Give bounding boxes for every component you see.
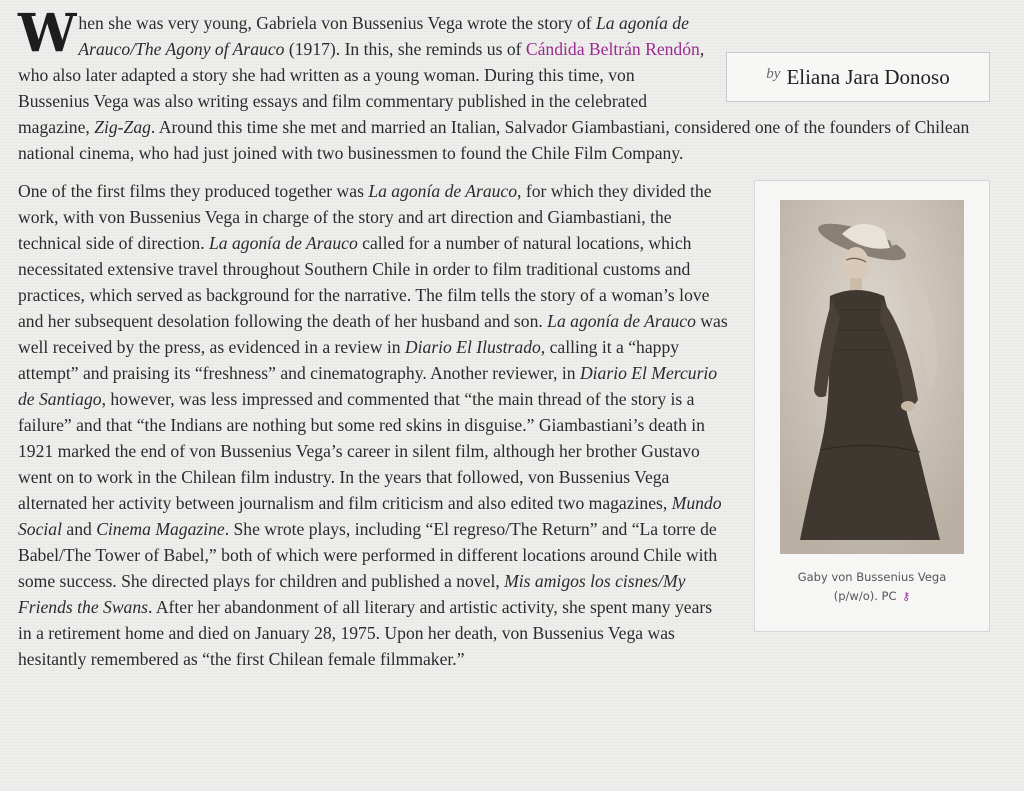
author-name: Eliana Jara Donoso xyxy=(786,65,950,89)
text-run: hen she was very young, Gabriela von Bussenius Vega wrote the story of xyxy=(78,13,597,33)
paragraph-1 xyxy=(18,3,996,166)
key-icon[interactable]: ⚷ xyxy=(902,590,911,603)
caption-line-2: (p/w/o). PC xyxy=(833,589,897,603)
film-title: La agonía de Arauco xyxy=(547,311,696,331)
text-run: called for a number of natural locations, which necessitated extensive travel throughout Southern Chile in order to film traditional customs and practices, which served as background for the narrative. The film tells the story of a woman’s love and her subsequent desolation following the death of her husband and son. xyxy=(18,233,710,331)
magazine-title: Mundo Social xyxy=(18,493,722,539)
text-run: and xyxy=(61,519,97,539)
portrait-photo[interactable] xyxy=(780,200,964,554)
text-run: . Around this time she met and married an Italian, Salvador Giambastiani, considered one of the founders of Chilean national cinema, who had just joined with two businessmen to found the Chile Film Company. xyxy=(18,117,970,163)
byline-box xyxy=(726,52,990,102)
newspaper-title: Diario El Ilustrado xyxy=(404,337,541,357)
text-run: . After her abandonment of all literary and artistic activity, she spent many years in a retirement home and died on January 28, 1975. Upon her death, von Bussenius Vega was hesitantly remembered as “the first Chilean female filmmaker.” xyxy=(18,597,713,669)
caption-line-1: Gaby von Bussenius Vega xyxy=(797,570,947,584)
candida-beltran-rendon-link[interactable]: Cándida Beltrán Rendón xyxy=(525,39,700,59)
film-title: La agonía de Arauco/The Agony of Arauco xyxy=(78,13,689,59)
article-body xyxy=(18,3,996,672)
text-run: . She wrote plays, including “El regreso/The Return” and “La torre de Babel/The Tower of Babel,” both of which were performed in different locations around Chile with some success. She directed plays for children and published a novel, xyxy=(18,519,718,591)
text-run: One of the first films they produced together was xyxy=(18,181,369,201)
text-run: was well received by the press, as evidenced in a review in xyxy=(18,311,728,357)
magazine-title: Zig-Zag xyxy=(94,117,151,137)
photo-caption xyxy=(763,568,981,606)
text-run: , who also later adapted a story she had written as a young woman. During this time, von Bussenius Vega was also writing essays and film commentary published in the celebrated magazine, xyxy=(18,39,705,137)
photo-figure xyxy=(754,180,990,632)
portrait-illustration xyxy=(780,200,964,554)
text-run: , however, was less impressed and commented that “the main thread of the story is a failure” and that “the Indians are nothing but some red skins in disguise.” Giambastiani’s death in 1921 marked the end of von Bussenius Vega’s career in silent film, although her brother Gustavo went on to work in the Chilean film industry. In the years that followed, von Bussenius Vega alternated her activity between journalism and film criticism and also edited two magazines, xyxy=(18,389,705,513)
newspaper-title: Diario El Mercurio de Santiago xyxy=(18,363,718,409)
text-run: , for which they divided the work, with von Bussenius Vega in charge of the story and art direction and Giambastiani, the technical side of direction. xyxy=(18,181,712,253)
drop-cap: W xyxy=(18,3,77,64)
magazine-title: Cinema Magazine xyxy=(96,519,225,539)
byline-by: by xyxy=(766,66,781,82)
novel-title: Mis amigos los cisnes/My Friends the Swans xyxy=(18,571,686,617)
paragraph-2 xyxy=(18,178,996,672)
film-title: La agonía de Arauco xyxy=(368,181,518,201)
text-run: (1917). In this, she reminds us of xyxy=(284,39,526,59)
film-title: La agonía de Arauco xyxy=(209,233,358,253)
text-run: , calling it a “happy attempt” and praising its “freshness” and cinematography. Another reviewer, in xyxy=(18,337,680,383)
